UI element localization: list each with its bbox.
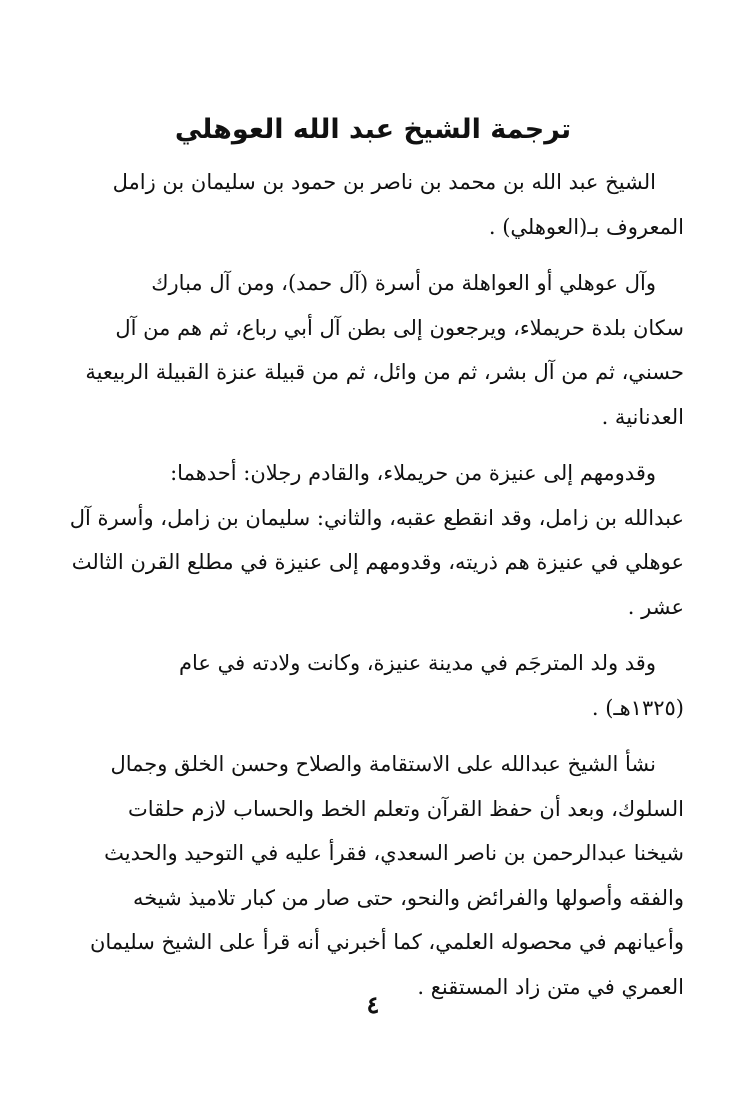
text-line: السلوك، وبعد أن حفظ القرآن وتعلم الخط والحساب لازم حلقات: [127, 796, 684, 821]
text-line: حسني، ثم من آل بشر، ثم من وائل، ثم من قبيلة عنزة القبيلة الربيعية: [85, 360, 684, 384]
text-line: وقدومهم إلى عنيزة من حريملاء، والقادم رجلان: أحدهما:: [170, 461, 656, 485]
text-line: شيخنا عبدالرحمن بن ناصر السعدي، فقرأ عليه في التوحيد والحديث: [104, 841, 684, 865]
text-line: العدنانية .: [601, 404, 684, 429]
text-line: والفقه وأصولها والفرائض والنحو، حتى صار من كبار تلاميذ شيخه: [132, 885, 684, 910]
text-line: عبدالله بن زامل، وقد انقطع عقبه، والثاني: سليمان بن زامل، وأسرة آل: [69, 505, 684, 530]
page-number: ٤: [366, 990, 380, 1019]
text-line: (١٣٢٥هـ) .: [591, 695, 684, 720]
page-title: ترجمة الشيخ عبد الله العوهلي: [174, 114, 572, 145]
text-line: وآل عوهلي أو العواهلة من أسرة (آل حمد)، ومن آل مبارك: [151, 271, 656, 295]
text-line: سكان بلدة حريملاء، ويرجعون إلى بطن آل أبي رباع، ثم هم من آل: [115, 315, 684, 340]
body-text: [62, 160, 684, 1021]
text-line: عوهلي في عنيزة هم ذريته، وقدومهم إلى عنيزة في مطلع القرن الثالث: [71, 550, 684, 574]
text-line: المعروف بـ(العوهلي) .: [488, 214, 684, 239]
text-line: وأعيانهم في محصوله العلمي، كما أخبرني أنه قرأ على الشيخ سليمان: [89, 930, 684, 954]
text-line: نشأ الشيخ عبدالله على الاستقامة والصلاح وحسن الخلق وجمال: [110, 752, 656, 776]
text-line: عشر .: [627, 594, 684, 619]
paragraph-arrival-unaizah: [62, 451, 684, 629]
paragraph-birth: [62, 641, 684, 730]
text-line: الشيخ عبد الله بن محمد بن ناصر بن حمود بن سليمان بن زامل: [112, 170, 656, 194]
paragraph-upbringing: [62, 742, 684, 1009]
text-line: وقد ولد المترجَم في مدينة عنيزة، وكانت ولادته في عام: [179, 651, 656, 675]
paragraph-family-origin: [62, 261, 684, 439]
paragraph-name-lineage: [62, 160, 684, 249]
text-line: العمري في متن زاد المستقنع .: [417, 974, 684, 999]
